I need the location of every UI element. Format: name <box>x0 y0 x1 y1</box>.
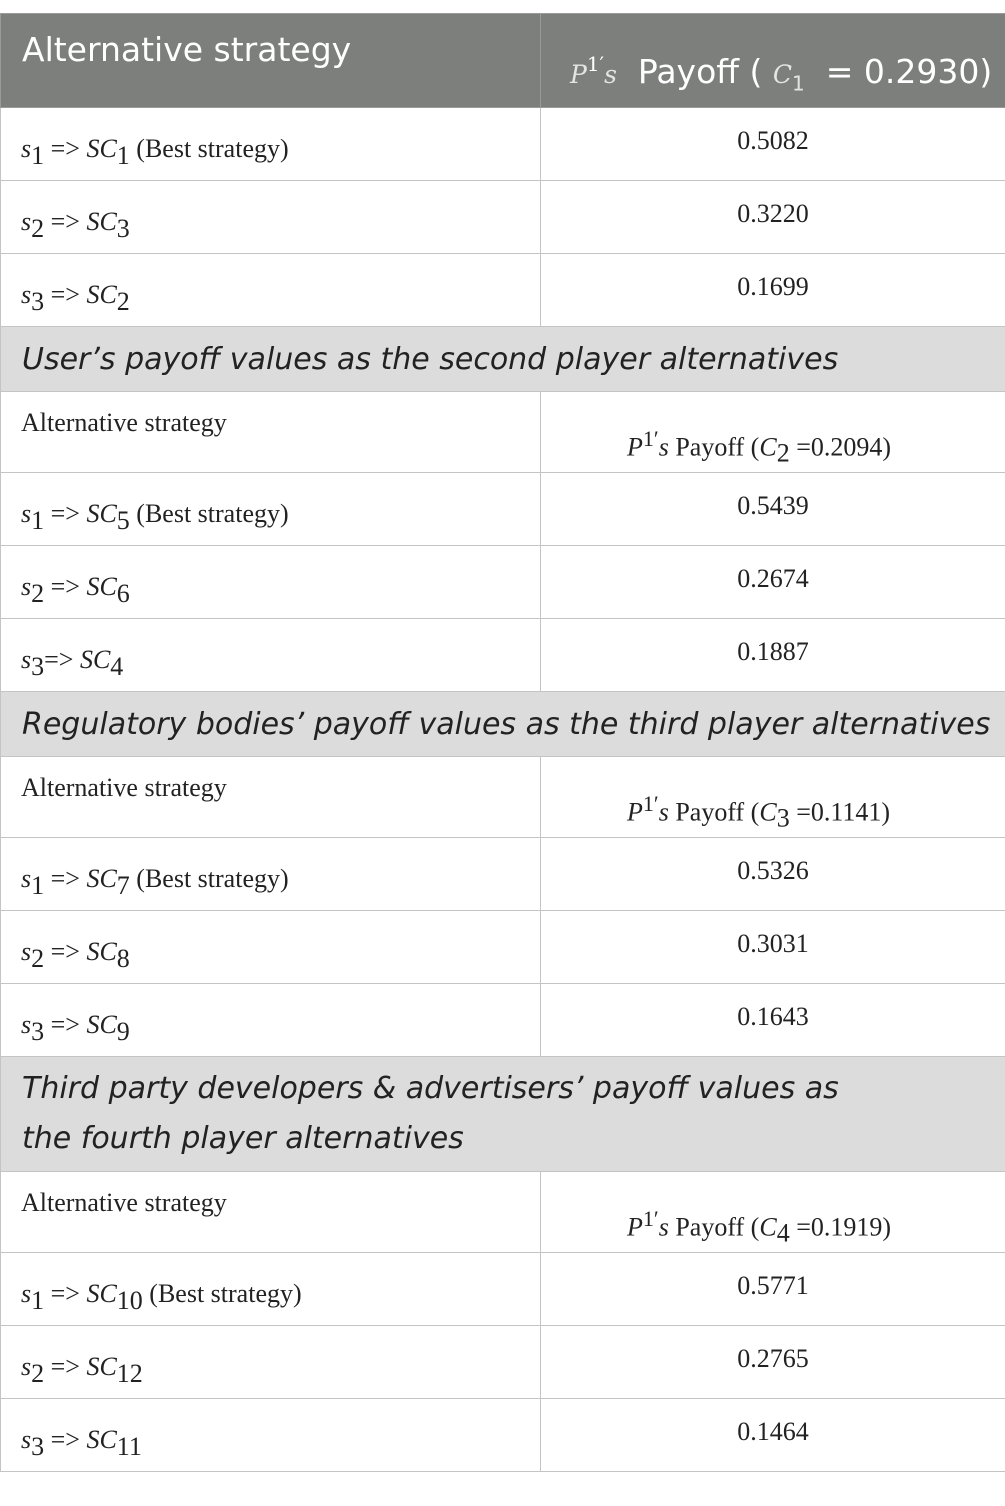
group-4 <box>1 1057 1005 1472</box>
table-row <box>1 1253 1005 1326</box>
section-title: Regulatory bodies’ payoff values as the third player alternatives <box>1 692 1005 757</box>
payoff-value: 0.2765 <box>541 1326 1005 1399</box>
table-row <box>1 1399 1005 1472</box>
payoff-value: 0.5082 <box>541 108 1005 181</box>
subheader-payoff: $P^{1'}s$ Payoff $(C_4 =0.1919)$ <box>541 1172 1005 1253</box>
table-row <box>1 984 1005 1057</box>
table-header-row <box>1 14 1005 108</box>
section-title: User’s payoff values as the second player alternatives <box>1 327 1005 392</box>
subheader-alternative-strategy: Alternative strategy <box>1 392 541 473</box>
strategy-cell: $s_2 => SC_3$ <box>1 181 541 254</box>
strategy-cell: $s_3 => SC_9$ <box>1 984 541 1057</box>
subheader-row <box>1 757 1005 838</box>
subheader-row <box>1 392 1005 473</box>
header-alternative-strategy: Alternative strategy <box>1 14 541 108</box>
section-title-row <box>1 1057 1005 1172</box>
table-row <box>1 254 1005 327</box>
payoff-value: 0.5439 <box>541 473 1005 546</box>
group-3 <box>1 692 1005 1057</box>
section-title-row <box>1 692 1005 757</box>
subheader-payoff: $P^{1'}s$ Payoff $(C_2 =0.2094)$ <box>541 392 1005 473</box>
strategy-cell: $s_3 => SC_{11}$ <box>1 1399 541 1472</box>
payoff-table <box>0 13 1005 1472</box>
strategy-cell: $s_1 => SC_1$ (Best strategy) <box>1 108 541 181</box>
strategy-cell: $s_3=> SC_4$ <box>1 619 541 692</box>
subheader-payoff: $P^{1'}s$ Payoff $(C_3 =0.1141)$ <box>541 757 1005 838</box>
payoff-value: 0.2674 <box>541 546 1005 619</box>
table-row <box>1 473 1005 546</box>
payoff-value: 0.1643 <box>541 984 1005 1057</box>
table-row <box>1 181 1005 254</box>
table-row <box>1 911 1005 984</box>
payoff-value: 0.5771 <box>541 1253 1005 1326</box>
table-row <box>1 108 1005 181</box>
table-row <box>1 1326 1005 1399</box>
table-row <box>1 546 1005 619</box>
strategy-cell: $s_1 => SC_{10}$ (Best strategy) <box>1 1253 541 1326</box>
strategy-cell: $s_2 => SC_6$ <box>1 546 541 619</box>
section-title: Third party developers & advertisers’ payoff values as the fourth player alternatives <box>1 1057 1005 1172</box>
payoff-value: 0.1699 <box>541 254 1005 327</box>
subheader-alternative-strategy: Alternative strategy <box>1 757 541 838</box>
subheader-row <box>1 1172 1005 1253</box>
payoff-value: 0.1887 <box>541 619 1005 692</box>
subheader-alternative-strategy: Alternative strategy <box>1 1172 541 1253</box>
strategy-cell: $s_2 => SC_{12}$ <box>1 1326 541 1399</box>
payoff-value: 0.5326 <box>541 838 1005 911</box>
payoff-value: 0.1464 <box>541 1399 1005 1472</box>
strategy-cell: $s_3 => SC_2$ <box>1 254 541 327</box>
group-2 <box>1 327 1005 692</box>
section-title-row <box>1 327 1005 392</box>
header-payoff: $P^{1'}s$ Payoff ( $C_1 = 0.2930$) <box>541 14 1005 108</box>
payoff-value: 0.3220 <box>541 181 1005 254</box>
strategy-cell: $s_2 => SC_8$ <box>1 911 541 984</box>
strategy-cell: $s_1 => SC_7$ (Best strategy) <box>1 838 541 911</box>
strategy-cell: $s_1 => SC_5$ (Best strategy) <box>1 473 541 546</box>
group-1 <box>1 108 1005 327</box>
table-row <box>1 838 1005 911</box>
table-row <box>1 619 1005 692</box>
payoff-value: 0.3031 <box>541 911 1005 984</box>
